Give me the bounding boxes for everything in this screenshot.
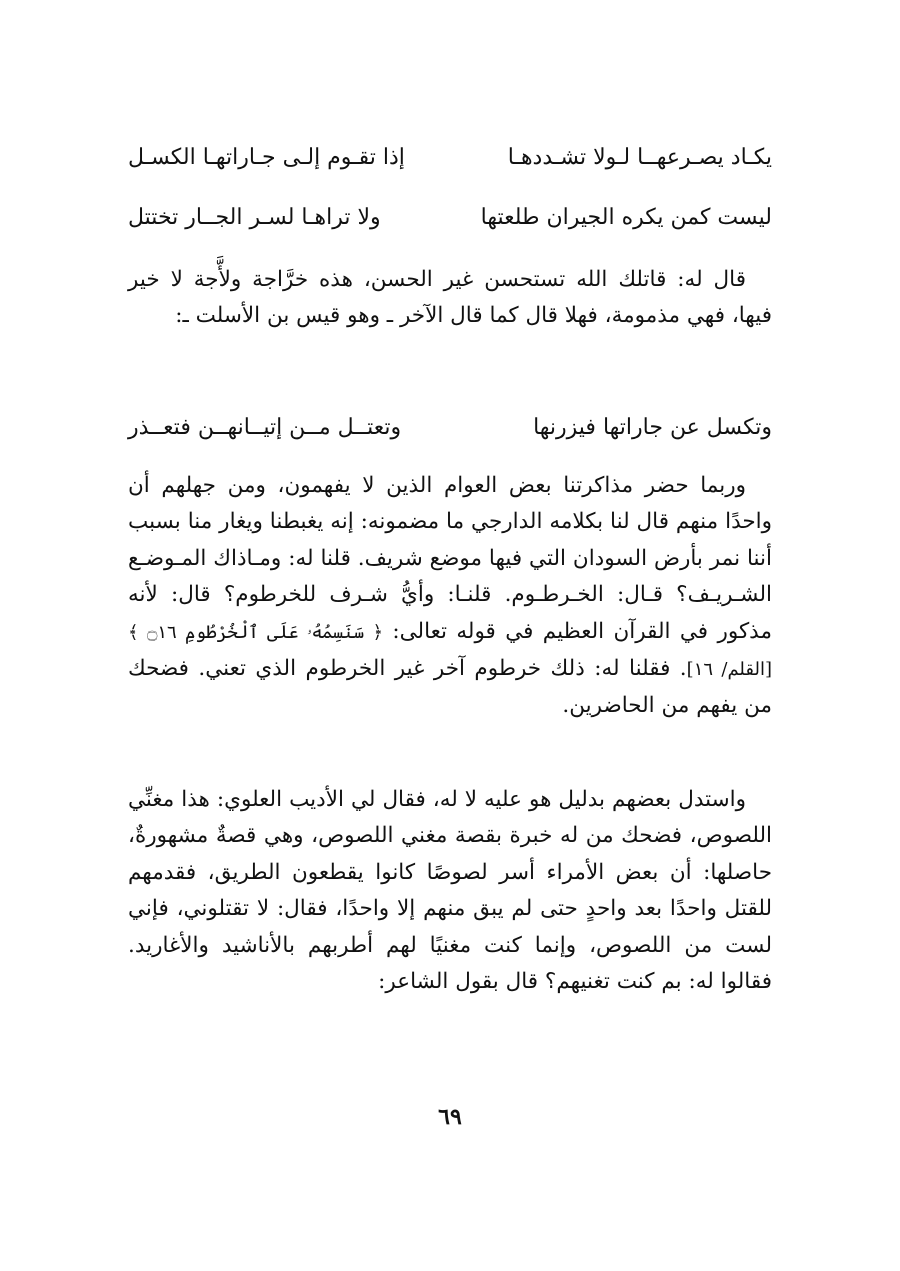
verse-3-first-hemistich: وتكسل عن جاراتها فيزرنها [533,415,772,440]
paragraph-2-text-start: وربما حضر مذاكرتنا بعض العوام الذين لا يفهمون، ومن جهلهم أن واحدًا منهم قال لنا بكلامه الدارجي ما مضمونه: إنه يغبطنا ويغار منا بسبب أننا نمر بأرض السودان التي فيها موضع شريف. قلنا له: ومـاذاك المـوضـع الشـريـف؟ قـال: الخـرطـوم. قلنـا: وأيُّ شـرف للخرطوم؟ قال: لأنه مذكور في القرآن العظيم في قوله تعالى: [128,473,772,644]
paragraph-3-text: واستدل بعضهم بدليل هو عليه لا له، فقال لي الأديب العلوي: هذا مغنِّي اللصوص، فضحك من له خبرة بقصة مغني اللصوص، وهي قصةٌ مشهورةٌ، حاصلها: أن بعض الأمراء أسر لصوصًا كانوا يقطعون الطريق، فقدمهم للقتل واحدًا بعد واحدٍ حتى لم يبق منهم إلا واحدًا، فقال: لا تقتلوني، فإني لست من اللصوص، وإنما كنت مغنيًا لهم أطربهم بالأناشيد والأغاريد. فقالوا له: بم كنت تغنيهم؟ قال بقول الشاعر: [128,787,772,995]
quran-verse: ﴿ سَنَسِمُهُۥ عَلَى ٱلْخُرْطُومِ ۝١٦ ﴾ [128,621,383,643]
poem-verse-3 [128,408,772,448]
verse-2-second-hemistich: ولا تراهـا لسـر الجــار تختتل [128,205,381,230]
verse-1-first-hemistich: يكـاد يصـرعهــا لـولا تشـددهـا [507,145,772,170]
paragraph-3 [128,782,772,1000]
paragraph-2-text-end: . فقلنا له: ذلك خرطوم آخر غير الخرطوم الذي تعني. فضحك من يفهم من الحاضرين. [128,656,772,719]
verse-2-first-hemistich: ليست كمن يكره الجيران طلعتها [480,205,772,230]
paragraph-2 [128,468,772,725]
verse-3-second-hemistich: وتعتــل مــن إتيــانهــن فتعــذر [128,415,402,440]
verse-1-second-hemistich: إذا تقـوم إلـى جـاراتهـا الكسـل [128,145,405,170]
quran-reference: [القلم/ ١٦] [686,659,772,681]
paragraph-1 [128,262,772,335]
page-number: ٦٩ [438,1104,462,1130]
poem-verse-2 [128,198,772,238]
paragraph-1-text: قال له: قاتلك الله تستحسن غير الحسن، هذه خرَّاجة ولأَّجة لا خير فيها، فهي مذمومة، فهلا قال كما قال الآخر ـ وهو قيس بن الأسلت ـ: [128,267,772,329]
poem-verse-1 [128,138,772,178]
